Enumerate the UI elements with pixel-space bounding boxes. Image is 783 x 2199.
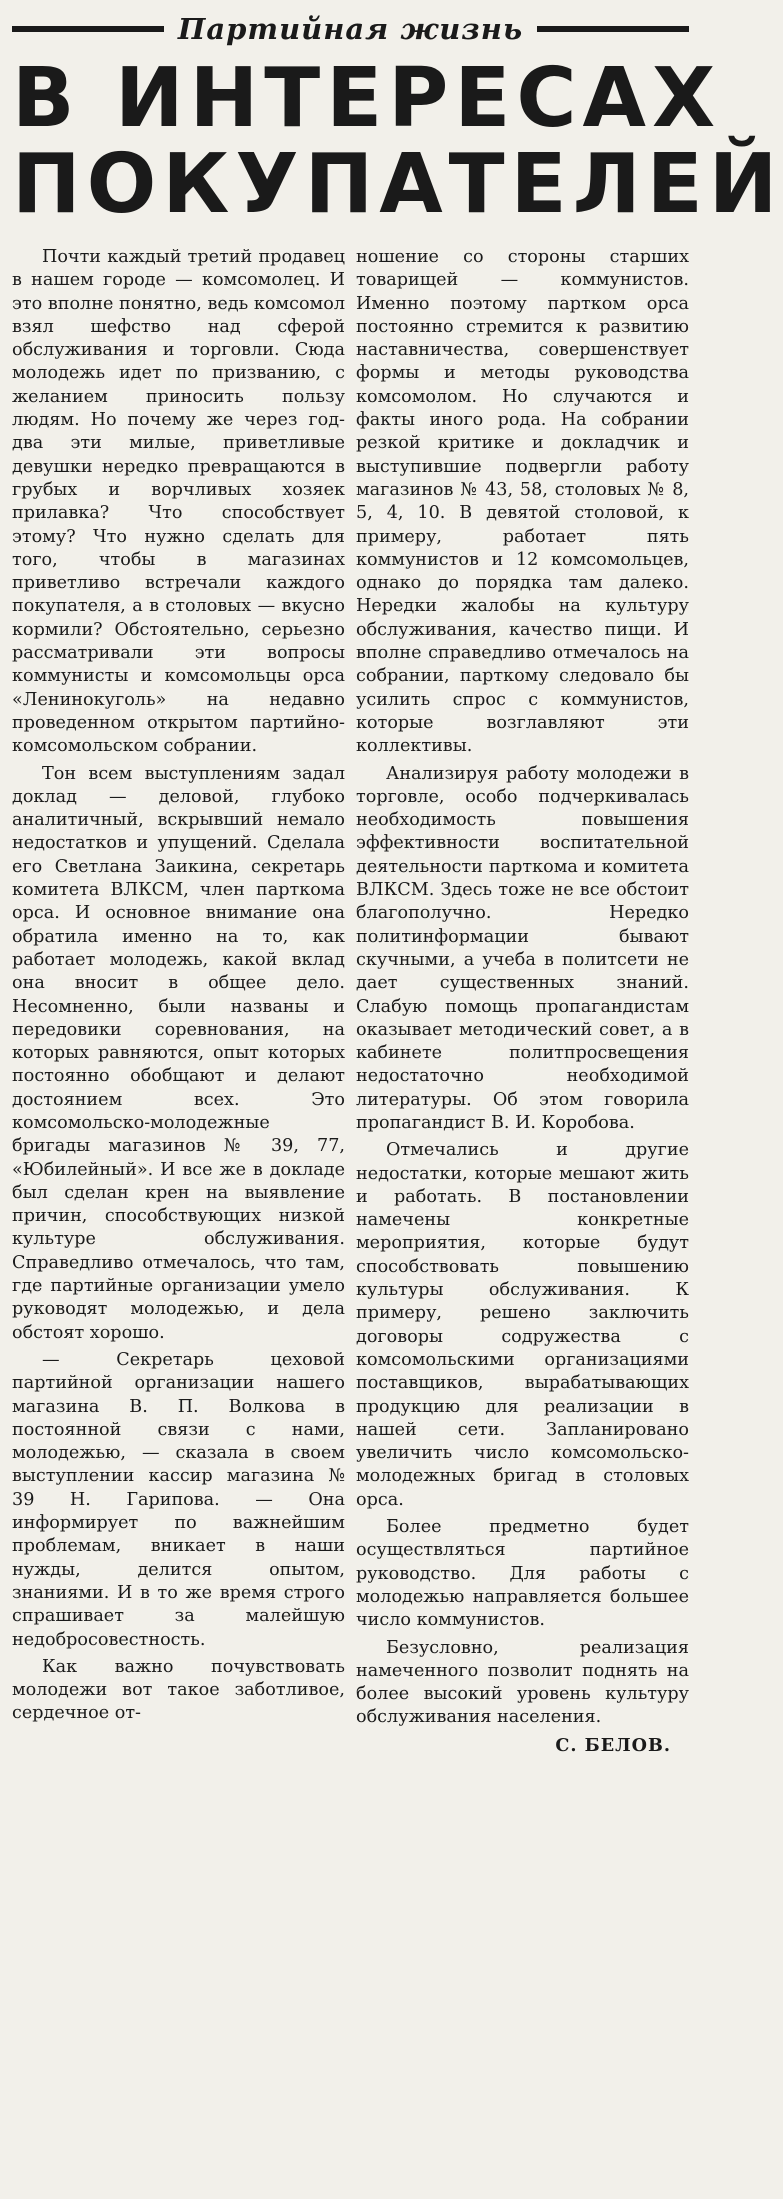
column-left — [12, 246, 345, 1757]
rubric-title: Партийная жизнь — [177, 12, 524, 46]
paragraph: Анализируя работу молодежи в торговле, особо подчеркивалась необходимость повышения эффективности воспитательной деятельности парткома и комитета ВЛКСМ. Здесь тоже не все обстоит благополучно. Нередко политинформации бывают скучными, а учеба в политсети не дает существенных знаний. Слабую помощь пропагандистам оказывает методический совет, а в кабинете политпросвещения недостаточно необходимой литературы. Об этом говорила пропагандист В. И. Коробова. — [356, 763, 689, 1133]
paragraph: — Секретарь цеховой партийной организации нашего магазина В. П. Волкова в постоянной связи с нами, молодежью, — сказала в своем выступлении кассир магазина № 39 Н. Гарипова. — Она информирует по важнейшим проблемам, вникает в наши нужды, делится опытом, знаниями. И в то же время строго спрашивает за малейшую недобросовестность. — [12, 1349, 345, 1650]
paragraph: ношение со стороны старших товарищей — коммунистов. Именно поэтому партком орса постоянно стремится к развитию наставничества, совершенствует формы и методы руководства комсомолом. Но случаются и факты иного рода. На собрании резкой критике и докладчик и выступившие подвергли работу магазинов № 43, 58, столовых № 8, 5, 4, 10. В девятой столовой, к примеру, работает пять коммунистов и 12 комсомольцев, однако до порядка там далеко. Нередки жалобы на культуру обслуживания, качество пищи. И вполне справедливо отмечалось на собрании, парткому следовало бы усилить спрос с коммунистов, которые возглавляют эти коллективы. — [356, 247, 689, 757]
headline-line-2: ПОКУПАТЕЛЕЙ — [12, 137, 783, 232]
author-signature: С. БЕЛОВ. — [555, 1734, 671, 1756]
rubric-rule-left — [12, 26, 164, 32]
paragraph: Как важно почувствовать молодежи вот такое заботливое, сердечное от- — [12, 1656, 345, 1724]
rubric-rule-right — [537, 26, 689, 32]
headline — [12, 51, 783, 232]
paragraph: Почти каждый третий продавец в нашем городе — комсомолец. И это вполне понятно, ведь комсомол взял шефство над сферой обслуживания и торговли. Сюда молодежь идет по призванию, с желанием приносить пользу людям. Но почему же через год-два эти милые, приветливые девушки нередко превращаются в грубых и ворчливых хозяек прилавка? Что способствует этому? Что нужно сделать для того, чтобы в магазинах приветливо встречали каждого покупателя, а в столовых — вкусно кормили? Обстоятельно, серьезно рассматривали эти вопросы коммунисты и комсомольцы орса «Ленинокуголь» на недавно проведенном открытом партийно-комсомольском собрании. — [12, 247, 345, 757]
paragraph: Более предметно будет осуществляться партийное руководство. Для работы с молодежью направляется большее число коммунистов. — [356, 1517, 689, 1631]
rubric-header — [12, 12, 689, 46]
paragraph: Безусловно, реализация намеченного позволит поднять на более высокий уровень культуру обслуживания населения. — [356, 1637, 689, 1728]
article-body — [12, 246, 689, 1757]
paragraph: Тон всем выступлениям задал доклад — деловой, глубоко аналитичный, вскрывший немало недостатков и упущений. Сделала его Светлана Заикина, секретарь комитета ВЛКСМ, член парткома орса. И основное внимание она обратила именно на то, как работает молодежь, какой вклад она вносит в общее дело. Несомненно, были названы и передовики соревнования, на которых равняются, опыт которых постоянно обобщают и делают достоянием всех. Это комсомольско-молодежные бригады магазинов № 39, 77, «Юбилейный». И все же в докладе был сделан крен на выявление причин, способствующих низкой культуре обслуживания. Справедливо отмечалось, что там, где партийные организации умело руководят молодежью, и дела обстоят хорошо. — [12, 763, 345, 1343]
column-right — [356, 246, 689, 1757]
headline-line-1: В ИНТЕРЕСАХ — [12, 51, 722, 146]
paragraph: Отмечались и другие недостатки, которые мешают жить и работать. В постановлении намечены конкретные мероприятия, которые будут способствовать повышению культуры обслуживания. К примеру, решено заключить договоры содружества с комсомольскими организациями поставщиков, вырабатывающих продукцию для реализации в нашей сети. Запланировано увеличить число комсомольско-молодежных бригад в столовых орса. — [356, 1140, 689, 1510]
